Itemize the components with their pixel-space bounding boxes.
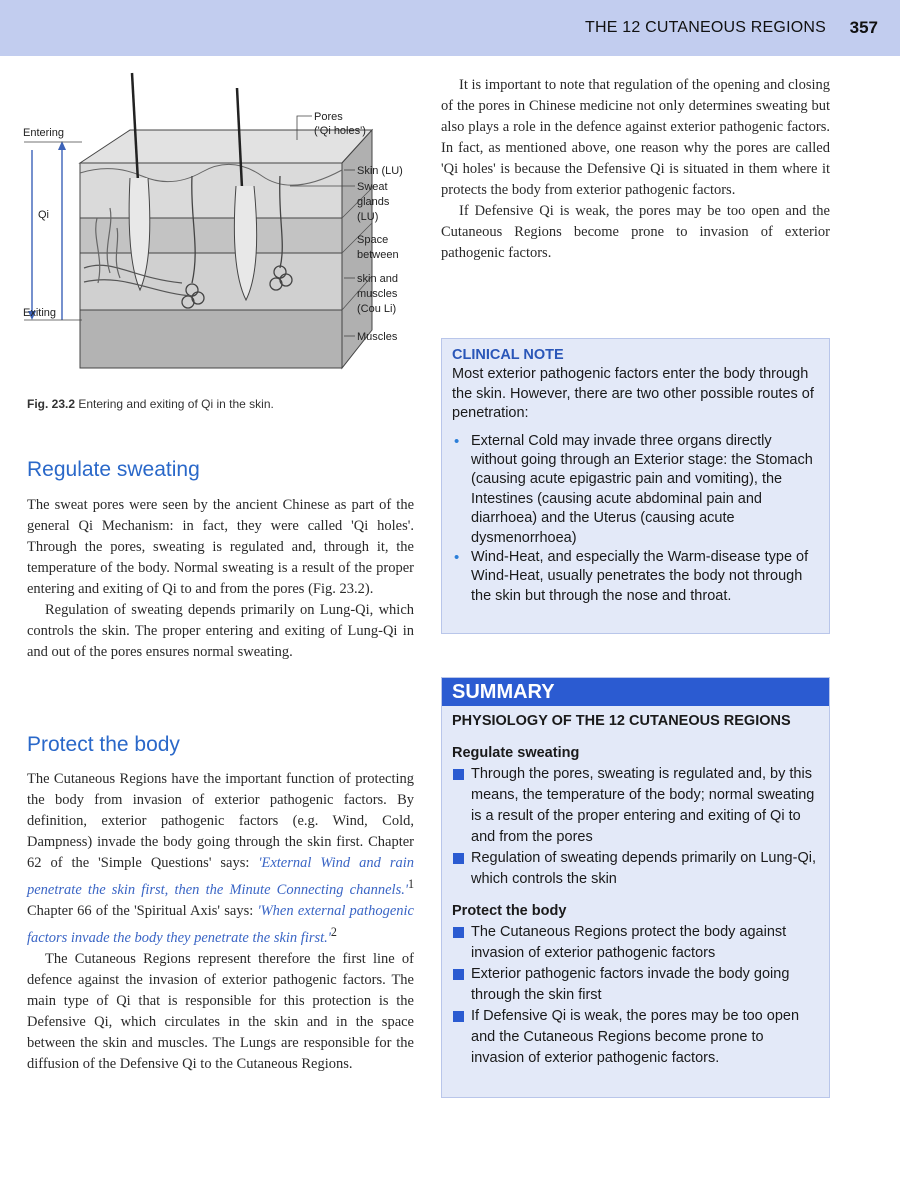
label-skin-and: skin and (357, 273, 398, 285)
footnote-ref: 2 (330, 924, 337, 939)
summary-title: SUMMARY (442, 678, 829, 706)
page-header (0, 0, 900, 56)
list-item: If Defensive Qi is weak, the pores may be too open and the Cutaneous Regions become prone to invasion of exterior pathogenic factors. (452, 1006, 819, 1069)
summary-subheading: Protect the body (452, 903, 567, 919)
paragraph: Regulation of sweating depends primarily on Lung-Qi, which controls the skin. The proper entering and exiting of Lung-Qi in and out of the pores ensures normal sweating. (27, 602, 414, 660)
label-qi-holes: ('Qi holes') (314, 125, 366, 137)
label-exiting: Exiting (23, 307, 57, 319)
label-sweat: Sweat (357, 181, 388, 193)
figure-caption (27, 397, 274, 411)
page-number: 357 (849, 18, 878, 37)
list-item: • Wind-Heat, and especially the Warm-disease type of Wind-Heat, usually penetrates the body not through the skin but through the nose and throat. (454, 549, 809, 604)
paragraph: If Defensive Qi is weak, the pores may be too open and the Cutaneous Regions become prone to invasion of exterior pathogenic factors. (441, 203, 830, 261)
list-item: Regulation of sweating depends primarily on Lung-Qi, which controls the skin (452, 848, 819, 890)
list-item: • External Cold may invade three organs directly without going through an Exterior stage: the Stomach (causing acute epigastric pain and vomiting), the Intestines (causing acute abdominal pain and diarrhoea) and the Uterus (causing acute dysmenorrhoea) (454, 432, 813, 546)
label-lu: (LU) (357, 211, 379, 223)
right-text (441, 75, 830, 264)
summary-list (452, 764, 819, 890)
label-muscles: Muscles (357, 331, 398, 343)
label-glands: glands (357, 196, 390, 208)
label-space: Space (357, 234, 389, 246)
bullet-icon: • (454, 549, 460, 567)
square-bullet-icon (453, 853, 464, 864)
caption-text: Entering and exiting of Qi in the skin. (78, 397, 274, 411)
clinical-note-box (441, 338, 830, 634)
square-bullet-icon (453, 1011, 464, 1022)
heading-regulate-sweating: Regulate sweating (27, 458, 200, 481)
paragraph: The Cutaneous Regions have the important function of protecting the body from invasion of exterior pathogenic factors. By definition, exterior pathogenic factors (e.g. Wind, Cold, Dampness) invade the body going through the skin first. Chapter 62 of the 'Simple Questions' says: 'External Wind and rain penetrate the skin first, then the Minute Connecting $channels.'^1$ Chapter 66 of the 'Spiritual Axis' says: 'When external pathogenic factors invade the body they penetrate the skin $first.'^2$ (27, 771, 414, 946)
bullet-icon: • (454, 432, 460, 450)
summary-list (452, 922, 819, 1069)
label-between: between (357, 249, 399, 261)
summary-box (441, 677, 830, 1098)
list-item: Exterior pathogenic factors invade the body going through the skin first (452, 964, 819, 1006)
label-skin: Skin (LU) (357, 165, 403, 177)
label-muscles-word: muscles (357, 288, 398, 300)
paragraph: The Cutaneous Regions represent therefore the first line of defence against the invasion of exterior pathogenic factors. The main type of Qi that is responsible for this protection is the Defensive Qi, which circulates in the skin and in the space between the skin and muscles. The Lungs are responsible for the diffusion of the Defensive Qi to the Cutaneous Regions. (27, 950, 414, 1072)
label-entering: Entering (23, 127, 64, 139)
left-section-regulate (27, 495, 414, 663)
label-pores: Pores (314, 111, 343, 123)
clinical-note-title: CLINICAL NOTE (452, 347, 564, 363)
clinical-note-list (452, 432, 819, 607)
list-item: The Cutaneous Regions protect the body against invasion of exterior pathogenic factors (452, 922, 819, 964)
label-cou-li: (Cou Li) (357, 303, 397, 315)
paragraph: The sweat pores were seen by the ancient Chinese as part of the general Qi Mechanism: in fact, they were called 'Qi holes'. Through the pores, sweating is regulated and, through it, the temperature of the body. Normal sweating is a result of the proper entering and exiting of Qi to and from the pores (Fig. 23.2). (27, 497, 414, 597)
footnote-ref: 1 (407, 877, 414, 891)
quote-spiritual-axis: 'When external pathogenic factors invade the body they penetrate the skin first.' (27, 902, 414, 946)
left-section-protect (27, 769, 414, 1075)
square-bullet-icon (453, 927, 464, 938)
clinical-note-intro: Most exterior pathogenic factors enter the body through the skin. However, there are two other possible routes of penetration: (452, 366, 814, 422)
list-item: Through the pores, sweating is regulated and, by this means, the temperature of the body; normal sweating is a result of the proper entering and exiting of Qi to and from the pores (452, 764, 819, 848)
heading-protect-body: Protect the body (27, 733, 180, 756)
skin-diagram (22, 68, 422, 398)
running-title: THE 12 CUTANEOUS REGIONS (585, 19, 826, 36)
paragraph: It is important to note that regulation of the opening and closing of the pores in Chinese medicine not only determines sweating but also plays a role in the defence against exterior pathogenic factors. In fact, as mentioned above, one reason why the pores are called 'Qi holes' is because the Defensive Qi is situated in them where it protects the body from exterior pathogenic factors. (441, 77, 830, 198)
summary-subheading: Regulate sweating (452, 745, 580, 761)
square-bullet-icon (453, 769, 464, 780)
summary-heading: PHYSIOLOGY OF THE 12 CUTANEOUS REGIONS (452, 713, 791, 729)
label-qi: Qi (38, 209, 49, 221)
square-bullet-icon (453, 969, 464, 980)
figure-number: Fig. 23.2 (27, 397, 76, 411)
quote-simple-questions: 'External Wind and rain penetrate the skin first, then the Minute Connecting channels.' (27, 855, 414, 898)
